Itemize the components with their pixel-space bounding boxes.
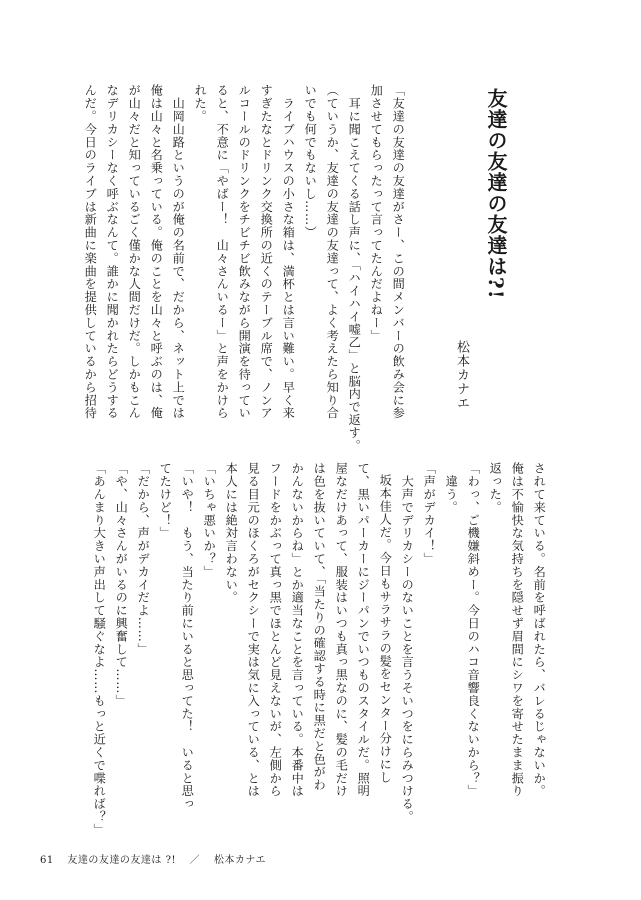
- text-column: 本人には絶対言わない。: [224, 462, 239, 604]
- text-column: 山岡山路というのが俺の名前で、だから、ネット上では: [171, 84, 186, 420]
- text-column: 「だから、声がデカイだよ……」: [136, 462, 151, 656]
- footer-author: 松本カナエ: [213, 855, 266, 866]
- text-column: 「や、山々さんがいるのに興奮して……」: [114, 462, 129, 708]
- text-column: 坂本佳人だ。今日もサラサラの髪をセンター分けにし: [378, 474, 393, 784]
- text-column: てたけど！」: [158, 462, 173, 540]
- story-title: 友達の友達の友達は?!: [484, 88, 508, 300]
- text-column: んだ。今日のライブは新曲に楽曲を提供しているから招待: [83, 84, 98, 420]
- text-column: 「あんまり大きい声出して騒ぐなよ……もっと近くで喋れば？」: [92, 462, 107, 837]
- text-column: 違う。: [444, 462, 459, 514]
- text-column: （ていうか、友達の友達の友達って、よく考えたら知り合: [325, 84, 340, 420]
- text-column: 加させてもらったって言ってたんだよねー」: [369, 84, 384, 342]
- text-column: が山々だと知っているごく僅かな人間だけだ。しかもこん: [127, 84, 142, 420]
- text-column: 俺は山々と名乗っている。俺のことを山々と呼ぶのは、俺: [149, 84, 164, 420]
- text-column: 「声がデカイ！」: [422, 462, 437, 566]
- text-column: ると、不意に「やばー！ 山々さんいるー」と声をかけら: [215, 84, 230, 420]
- footer-separator: ／: [189, 855, 201, 866]
- text-column: 耳に聞こえてくる話し声に、「ハイハイ嘘乙」と脳内で返す。: [347, 84, 362, 452]
- running-title: 友達の友達の友達は ?!: [67, 855, 176, 866]
- text-column: 屋なだけあって、服装はいつも真っ黒なのに、髪の毛だけ: [334, 462, 349, 798]
- text-column: は色を抜いていて、「当たりの確認する時に黒だと色がわ: [312, 462, 327, 792]
- text-column: て、黒いパーカーにジーパンでいつものスタイルだ。照明: [356, 462, 371, 798]
- text-column: 「わっ、ご機嫌斜めー。今日のハコ音響良くないから？」: [466, 462, 481, 798]
- text-column: なデリカシーなく呼ぶなんて。誰かに聞かれたらどうする: [105, 84, 120, 420]
- text-column: 俺は不愉快な気持ちを隠せず眉間にシワを寄せたまま振り: [510, 462, 525, 798]
- text-column: 「いちゃ悪いか？」: [202, 462, 217, 579]
- text-column: かんないからね」とか適当なことを言っている。本番中は: [290, 462, 305, 798]
- text-column: 大声でデリカシーのないことを言うそいつをにらみつける。: [400, 462, 415, 824]
- text-column: されて来ている。名前を呼ばれたら、バレるじゃないか。: [532, 462, 547, 798]
- text-column: フードをかぶって真っ黒でほとんど見えないが、左側から: [268, 462, 283, 798]
- text-column: れた。: [193, 84, 208, 123]
- author-name: 松本カナエ: [454, 340, 469, 410]
- text-column: 「いや！ もう、当たり前にいると思ってた！ いると思っ: [180, 462, 195, 811]
- text-column: 「友達の友達の友達がさー、この間メンバーの飲み会に参: [391, 84, 406, 420]
- page-number: 61: [40, 855, 54, 866]
- text-column: すぎたなとドリンク交換所の近くのテーブル席で、ノンア: [259, 84, 274, 420]
- text-column: ルコールのドリンクをチビチビ飲みながら開演を待ってい: [237, 84, 252, 420]
- text-column: 見る目元のほくろがセクシーで実は気に入っている、とは: [246, 462, 261, 798]
- text-column: 返った。: [488, 462, 503, 514]
- page-footer: [40, 851, 276, 866]
- text-column: いでも何でもないし……）: [303, 84, 318, 239]
- text-column: ライブハウスの小さな箱は、満杯とは言い難い。早く来: [281, 84, 296, 420]
